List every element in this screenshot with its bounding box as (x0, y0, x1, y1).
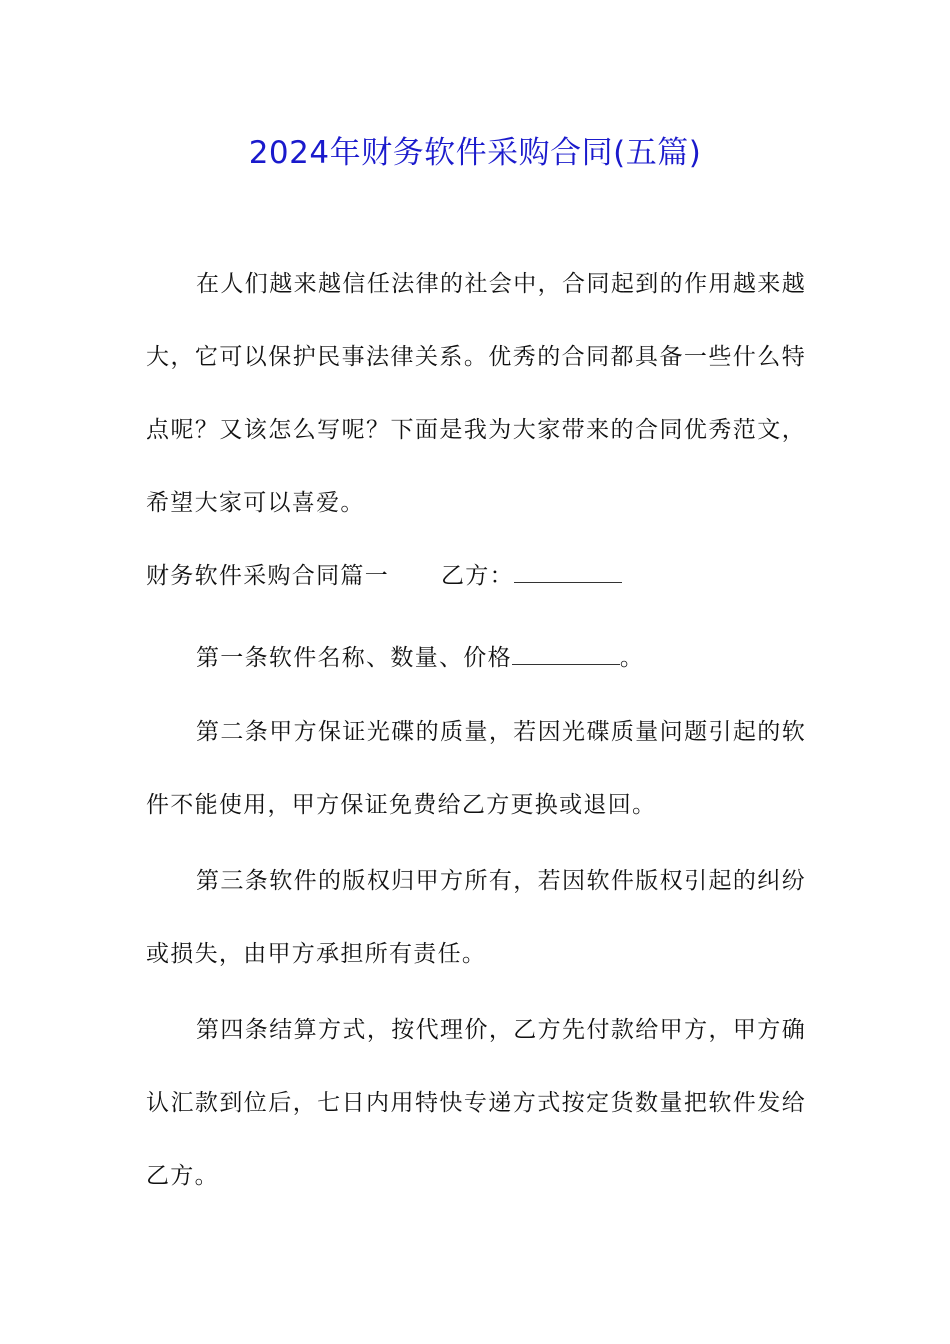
clause-4 (146, 994, 806, 1213)
clause-4-line: 认汇款到位后，七日内用特快专递方式按定货数量把软件发给 (146, 1090, 806, 1116)
clause-1-end: 。 (619, 645, 645, 671)
party-b-blank (514, 564, 622, 583)
intro-line: 希望大家可以喜爱。 (146, 490, 365, 516)
intro-paragraph (146, 248, 806, 540)
clause-3-line: 或损失，由甲方承担所有责任。 (146, 941, 487, 967)
clause-1 (146, 622, 806, 695)
clause-1-blank (512, 646, 620, 665)
clause-3 (146, 845, 806, 991)
clause-2-line: 件不能使用，甲方保证免费给乙方更换或退回。 (146, 792, 657, 818)
clause-4-line: 第四条结算方式，按代理价，乙方先付款给甲方，甲方确 (196, 1017, 806, 1043)
section-heading-row (146, 540, 806, 613)
intro-line: 点呢？又该怎么写呢？下面是我为大家带来的合同优秀范文， (146, 417, 806, 443)
clause-1-text: 第一条软件名称、数量、价格 (196, 645, 512, 671)
clause-2-line: 第二条甲方保证光碟的质量，若因光碟质量问题引起的软 (196, 719, 806, 745)
intro-line: 大，它可以保护民事法律关系。优秀的合同都具备一些什么特 (146, 344, 806, 370)
clause-4-line: 乙方。 (146, 1163, 219, 1189)
clause-2 (146, 696, 806, 842)
clause-3-line: 第三条软件的版权归甲方所有，若因软件版权引起的纠纷 (196, 868, 806, 894)
party-b-label: 乙方： (441, 563, 514, 589)
document-title: 2024年财务软件采购合同(五篇) (248, 135, 702, 171)
intro-line: 在人们越来越信任法律的社会中，合同起到的作用越来越 (196, 271, 806, 297)
section-heading: 财务软件采购合同篇一 (146, 563, 389, 589)
